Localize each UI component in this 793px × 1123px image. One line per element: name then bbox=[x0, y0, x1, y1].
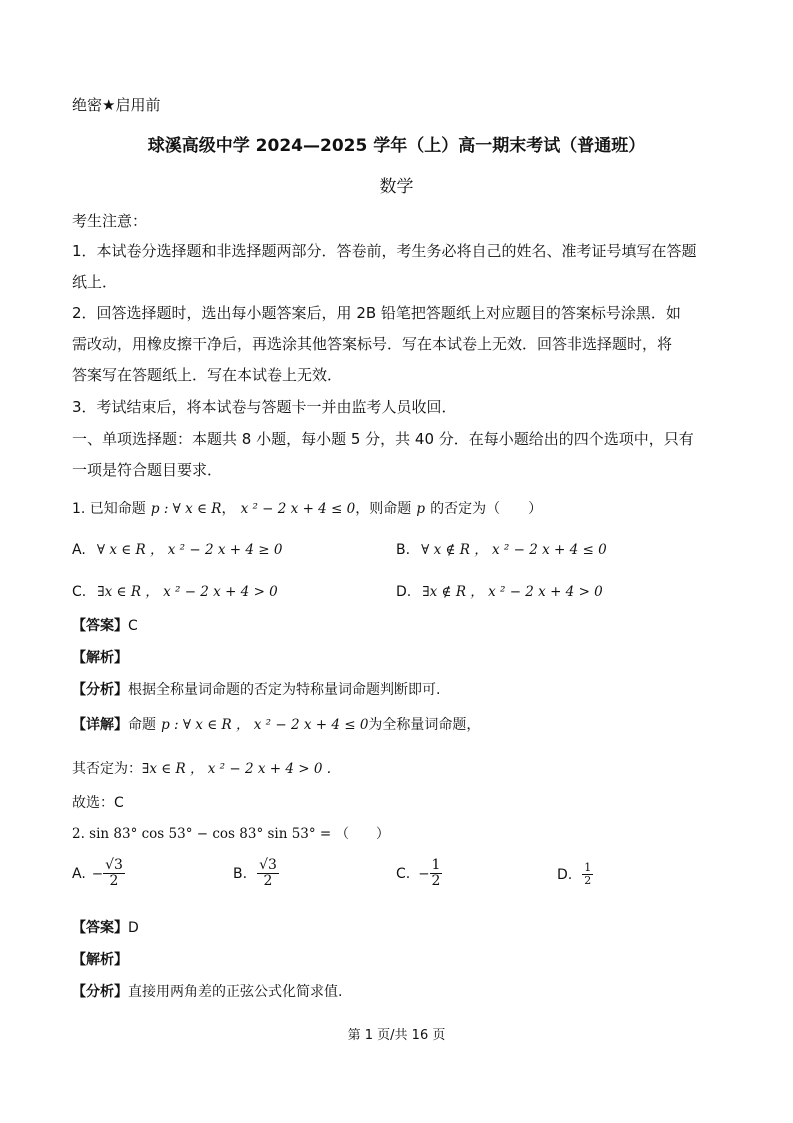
notice-item-1-line-2: 纸上． bbox=[72, 273, 118, 291]
question-1-xiangjie bbox=[72, 713, 480, 734]
negation-math: ∃x ∈ R ， x ² − 2 x + 4 > 0 . bbox=[142, 761, 332, 777]
question-2-option-d bbox=[557, 862, 593, 887]
question-1-answer bbox=[72, 615, 138, 635]
notice-item-2-line-2: 需改动，用橡皮擦干净后，再选涂其他答案标号．写在本试卷上无效．回答非选择题时，将 bbox=[72, 335, 673, 353]
q2-option-a-numerator: √3 bbox=[105, 857, 123, 873]
section-heading-line-2: 一项是符合题目要求． bbox=[72, 461, 223, 479]
question-1-negation bbox=[72, 757, 331, 778]
q2-option-d-label: D. bbox=[557, 866, 573, 883]
question-1-choose: 故选：C bbox=[72, 795, 124, 811]
q2-option-b-denominator: 2 bbox=[263, 873, 273, 890]
q2-option-a-sign: − bbox=[91, 865, 104, 882]
q2-option-b-numerator: √3 bbox=[259, 857, 277, 873]
question-1-analysis-tag: 【解析】 bbox=[72, 650, 128, 666]
question-1-comma: ， bbox=[221, 501, 236, 517]
question-1-math-inequality: x ² − 2 x + 4 ≤ 0 bbox=[240, 501, 356, 517]
notice-item-2-line-3: 答案写在答题纸上．写在本试卷上无效． bbox=[72, 366, 343, 384]
option-a-text: ∀ x ∈ R ， x ² − 2 x + 4 ≥ 0 bbox=[96, 542, 283, 558]
secret-label: 绝密★启用前 bbox=[72, 96, 161, 114]
q2-option-b-label: B. bbox=[233, 865, 248, 882]
option-d-label: D. bbox=[396, 584, 412, 600]
question-2-option-c bbox=[396, 858, 442, 890]
q2-option-c-denominator: 2 bbox=[431, 873, 441, 890]
option-a-label: A. bbox=[72, 542, 86, 558]
question-1-option-b bbox=[396, 538, 607, 558]
q2-option-c-numerator: 1 bbox=[431, 857, 441, 873]
question-1-option-a bbox=[72, 538, 282, 558]
q2-option-c-label: C. bbox=[396, 865, 411, 882]
option-d-text: ∃x ∉ R ， x ² − 2 x + 4 > 0 bbox=[422, 584, 603, 600]
option-b-text: ∀ x ∉ R ， x ² − 2 x + 4 ≤ 0 bbox=[421, 542, 607, 558]
question-2-stem: 2. sin 83° cos 53° − cos 83° sin 53° = （ ） bbox=[72, 826, 390, 842]
question-1-math-proposition: p : ∀ x ∈ R bbox=[150, 501, 222, 517]
q2-option-b-fraction bbox=[257, 858, 279, 890]
question-1-stem bbox=[72, 498, 542, 518]
question-2-fenxi bbox=[72, 981, 342, 1001]
question-1-number: 1. 已知命题 bbox=[72, 501, 146, 517]
question-1-mid: ，则命题 bbox=[355, 501, 412, 517]
section-heading-line-1: 一、单项选择题：本题共 8 小题，每小题 5 分，共 40 分．在每小题给出的四个选项中，只有 bbox=[72, 430, 694, 448]
q2-option-a-label: A. bbox=[72, 865, 86, 882]
answer-tag: 【答案】 bbox=[72, 618, 128, 634]
question-2-option-b bbox=[233, 858, 279, 890]
q2-answer-tag: 【答案】 bbox=[72, 920, 128, 936]
page-title: 球溪高级中学 2024—2025 学年（上）高一期末考试（普通班） bbox=[147, 136, 646, 156]
q2-option-c-fraction bbox=[430, 858, 443, 890]
q2-option-d-denominator: 2 bbox=[584, 874, 592, 888]
answer-value: C bbox=[128, 618, 138, 634]
question-1-p: p bbox=[416, 501, 425, 517]
xiangjie-text-a: 命题 bbox=[128, 717, 156, 733]
option-c-text: ∃x ∈ R ， x ² − 2 x + 4 > 0 bbox=[97, 584, 278, 600]
fenxi-tag: 【分析】 bbox=[72, 682, 128, 698]
q2-option-c-sign: − bbox=[418, 865, 430, 882]
question-2-answer bbox=[72, 917, 139, 937]
question-1-fenxi bbox=[72, 679, 440, 699]
page-number: 第 1 页/共 16 页 bbox=[347, 1028, 446, 1043]
q2-option-a-denominator: 2 bbox=[109, 873, 119, 890]
question-2-analysis-tag: 【解析】 bbox=[72, 952, 128, 968]
q2-fenxi-tag: 【分析】 bbox=[72, 984, 128, 1000]
subject-title: 数学 bbox=[379, 177, 414, 197]
xiangjie-tag: 【详解】 bbox=[72, 717, 128, 733]
q2-option-d-fraction bbox=[582, 862, 593, 887]
option-b-label: B. bbox=[396, 542, 411, 558]
notice-item-1-line-1: 1．本试卷分选择题和非选择题两部分．答卷前，考生务必将自己的姓名、准考证号填写在答题 bbox=[72, 242, 697, 260]
notice-item-3: 3．考试结束后，将本试卷与答题卡一并由监考人员收回． bbox=[72, 398, 457, 416]
q2-option-a-fraction bbox=[103, 858, 125, 890]
q2-answer-value: D bbox=[128, 920, 139, 936]
question-2-option-a bbox=[72, 858, 125, 890]
notice-heading: 考生注意： bbox=[72, 212, 148, 230]
xiangjie-text-b: 为全称量词命题， bbox=[368, 717, 481, 733]
notice-item-2-line-1: 2．回答选择题时，选出每小题答案后，用 2B 铅笔把答题纸上对应题目的答案标号涂黑．如 bbox=[72, 304, 681, 322]
q2-option-d-numerator: 1 bbox=[584, 861, 592, 874]
fenxi-text: 根据全称量词命题的否定为特称量词命题判断即可. bbox=[128, 682, 441, 698]
q2-fenxi-text: 直接用两角差的正弦公式化简求值. bbox=[128, 984, 343, 1000]
xiangjie-math: p : ∀ x ∈ R ， x ² − 2 x + 4 ≤ 0 bbox=[161, 717, 369, 733]
negation-label: 其否定为： bbox=[72, 761, 142, 777]
question-1-option-c bbox=[72, 580, 278, 600]
question-1-option-d bbox=[396, 580, 603, 600]
option-c-label: C. bbox=[72, 584, 87, 600]
question-1-tail: 的否定为（ ） bbox=[430, 501, 543, 517]
